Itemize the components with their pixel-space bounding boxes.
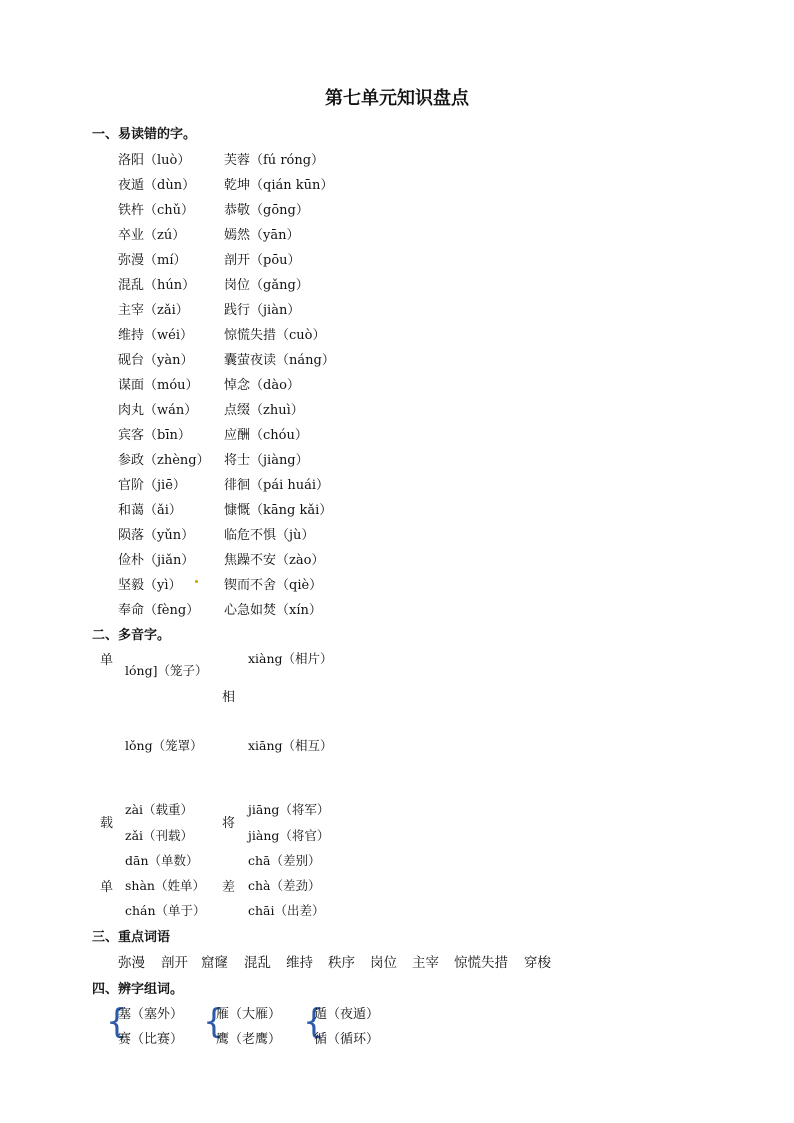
section-heading-3: 三、重点词语 bbox=[92, 930, 171, 945]
key-word: 穿梭 bbox=[524, 955, 551, 971]
stray-dot bbox=[195, 580, 198, 583]
word-pinyin-right: 徘徊（pái huái） bbox=[224, 478, 330, 493]
word-pinyin-left: 坚毅（yì） bbox=[118, 578, 182, 593]
word-pinyin-right: 临危不惧（jù） bbox=[224, 528, 315, 543]
polyphone-reading: lóng]（笼子） bbox=[125, 663, 208, 678]
key-word: 剖开 bbox=[161, 955, 188, 971]
word-pinyin-left: 混乱（hún） bbox=[118, 278, 196, 293]
word-pinyin-right: 恭敬（gōng） bbox=[224, 203, 309, 218]
polyphone-reading: zǎi（刊载） bbox=[125, 828, 194, 843]
word-pinyin-right: 心急如焚（xín） bbox=[224, 603, 322, 618]
key-word: 弥漫 bbox=[118, 955, 145, 971]
word-pinyin-right: 慷慨（kāng kǎi） bbox=[224, 503, 333, 518]
word-pinyin-right: 践行（jiàn） bbox=[224, 303, 301, 318]
polyphone-reading: chán（单于） bbox=[125, 903, 206, 918]
word-pinyin-right: 点缀（zhuì） bbox=[224, 403, 304, 418]
word-pinyin-left: 俭朴（jiǎn） bbox=[118, 553, 195, 568]
polyphone-reading: lǒng（笼罩） bbox=[125, 738, 203, 753]
polyphone-reading: chà（差劲） bbox=[248, 878, 321, 893]
char-compare-item: 循（循环） bbox=[314, 1032, 380, 1047]
key-word: 岗位 bbox=[370, 955, 397, 971]
word-pinyin-right: 芙蓉（fú róng） bbox=[224, 153, 325, 168]
char-compare-item: 遁（夜遁） bbox=[314, 1007, 380, 1022]
word-pinyin-right: 剖开（pōu） bbox=[224, 253, 301, 268]
polyphone-char: 差 bbox=[222, 880, 236, 895]
section-heading-2: 二、多音字。 bbox=[92, 628, 171, 643]
word-pinyin-left: 铁杵（chǔ） bbox=[118, 203, 195, 218]
left-brace: { bbox=[106, 1002, 128, 1042]
word-pinyin-left: 奉命（fèng） bbox=[118, 603, 200, 618]
key-word: 窟窿 bbox=[201, 955, 228, 971]
left-brace: { bbox=[203, 1002, 225, 1042]
polyphone-char: 相 bbox=[222, 690, 236, 705]
word-pinyin-left: 维持（wéi） bbox=[118, 328, 193, 343]
char-compare-item: 雁（大雁） bbox=[216, 1007, 282, 1022]
polyphone-reading: xiàng（相片） bbox=[248, 651, 333, 666]
word-pinyin-left: 肉丸（wán） bbox=[118, 403, 198, 418]
polyphone-reading: dān（单数） bbox=[125, 853, 199, 868]
polyphone-reading: zài（载重） bbox=[125, 802, 194, 817]
page-title: 第七单元知识盘点 bbox=[325, 88, 469, 109]
word-pinyin-right: 岗位（gǎng） bbox=[224, 278, 309, 293]
section-heading-4: 四、辨字组词。 bbox=[92, 982, 184, 997]
key-word: 惊慌失措 bbox=[454, 955, 508, 971]
word-pinyin-left: 官阶（jiē） bbox=[118, 478, 186, 493]
word-pinyin-left: 主宰（zǎi） bbox=[118, 303, 189, 318]
word-pinyin-right: 乾坤（qián kūn） bbox=[224, 178, 334, 193]
word-pinyin-right: 应酬（chóu） bbox=[224, 428, 308, 443]
word-pinyin-left: 参政（zhèng） bbox=[118, 453, 210, 468]
word-pinyin-right: 囊萤夜读（náng） bbox=[224, 353, 335, 368]
word-pinyin-left: 宾客（bīn） bbox=[118, 428, 191, 443]
key-word: 主宰 bbox=[412, 955, 439, 971]
key-word: 秩序 bbox=[328, 955, 355, 971]
polyphone-reading: xiāng（相互） bbox=[248, 738, 333, 753]
word-pinyin-left: 夜遁（dùn） bbox=[118, 178, 196, 193]
polyphone-reading: shàn（姓单） bbox=[125, 878, 205, 893]
word-pinyin-left: 洛阳（luò） bbox=[118, 153, 191, 168]
left-brace: { bbox=[303, 1002, 325, 1042]
word-pinyin-left: 和蔼（ǎi） bbox=[118, 503, 182, 518]
word-pinyin-left: 陨落（yǔn） bbox=[118, 528, 195, 543]
word-pinyin-right: 锲而不舍（qiè） bbox=[224, 578, 323, 593]
polyphone-reading: jiāng（将军） bbox=[248, 802, 330, 817]
word-pinyin-right: 焦躁不安（zào） bbox=[224, 553, 325, 568]
polyphone-reading: chā（差别） bbox=[248, 853, 321, 868]
polyphone-reading: jiàng（将官） bbox=[248, 828, 330, 843]
word-pinyin-left: 弥漫（mí） bbox=[118, 253, 187, 268]
section-heading-1: 一、易读错的字。 bbox=[92, 127, 197, 142]
polyphone-reading: chāi（出差） bbox=[248, 903, 325, 918]
polyphone-char: 将 bbox=[222, 816, 236, 831]
polyphone-char: 载 bbox=[100, 816, 114, 831]
word-pinyin-right: 将士（jiàng） bbox=[224, 453, 309, 468]
char-compare-item: 塞（塞外） bbox=[118, 1007, 184, 1022]
char-compare-item: 赛（比赛） bbox=[118, 1032, 184, 1047]
word-pinyin-right: 嫣然（yān） bbox=[224, 228, 300, 243]
word-pinyin-left: 卒业（zú） bbox=[118, 228, 186, 243]
polyphone-char: 单 bbox=[100, 880, 114, 895]
key-word: 混乱 bbox=[244, 955, 271, 971]
word-pinyin-left: 砚台（yàn） bbox=[118, 353, 194, 368]
char-compare-item: 鹰（老鹰） bbox=[216, 1032, 282, 1047]
word-pinyin-left: 谋面（móu） bbox=[118, 378, 199, 393]
key-word: 维持 bbox=[286, 955, 313, 971]
polyphone-char: 单 bbox=[100, 653, 114, 668]
word-pinyin-right: 惊慌失措（cuò） bbox=[224, 328, 326, 343]
word-pinyin-right: 悼念（dào） bbox=[224, 378, 300, 393]
